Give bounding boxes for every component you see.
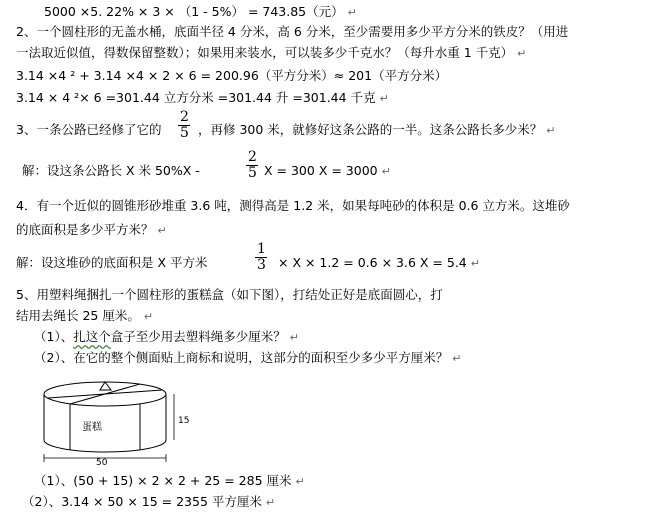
question-3-line-a: 3、一条公路已经修了它的 [16, 122, 162, 137]
cake-box-figure [40, 374, 210, 466]
fraction-two-fifths-2: 2 5 [248, 149, 257, 181]
question-5-line-2: 结用去绳长 25 厘米。 ↵ [16, 308, 154, 323]
question-4-line-1: 4．有一个近似的圆锥形砂堆重 3.6 吨，测得高是 1.2 米，如果每吨砂的体积是 0.6 立方米。这堆砂 [16, 198, 570, 213]
question-3-line-b: ，再修 300 米，就修好这条公路的一半。这条公路长多少米？ ↵ [198, 122, 556, 137]
answer-4-line-b: × X × 1.2 = 0.6 × 3.6 X = 5.4 ↵ [278, 255, 480, 270]
cylinder-bottom-edge [44, 440, 166, 452]
answer-line-1: 5000 ×5. 22% × 3 × （1 - 5%） = 743.85（元） ↵ [44, 4, 357, 19]
question-5-part-2: （2）、在它的整个侧面贴上商标和说明，这部分的面积至少多少平方厘米？ ↵ [34, 350, 462, 365]
answer-4-line-a: 解：设这堆砂的底面积是 X 平方米 [16, 255, 208, 270]
question-5-line-1: 5、用塑料绳捆扎一个圆柱形的蛋糕盒（如下图），打结处正好是底面圆心，打 [16, 287, 443, 302]
fraction-two-fifths-1: 2 5 [180, 109, 189, 141]
answer-5-part-2: （2）、3.14 × 50 × 15 = 2355 平方厘米 ↵ [22, 494, 276, 509]
question-4-line-2: 的底面积是多少平方米？ ↵ [16, 222, 167, 237]
answer-3-line-b: X = 300 X = 3000 ↵ [264, 163, 391, 178]
question-2-line-1: 2、一个圆柱形的无盖水桶，底面半径 4 分米，高 6 分米，至少需要用多少平方分米的铁皮？（用进 [16, 24, 569, 39]
cake-label: 蛋糕 [82, 422, 102, 433]
question-5-part-1: （1）、扎这个盒子至少用去塑料绳多少厘米？ ↵ [34, 329, 299, 344]
diameter-label: 50 [96, 458, 108, 466]
height-label: 15 [178, 416, 190, 426]
answer-2-line-1: 3.14 ×4 ² + 3.14 ×4 × 2 × 6 = 200.96（平方分米）≈ 201（平方分米） [16, 68, 448, 83]
answer-2-line-2: 3.14 × 4 ²× 6 =301.44 立方分米 =301.44 升 =301.44 千克 ↵ [16, 90, 389, 105]
question-2-line-2: 一法取近似值，得数保留整数）；如果用来装水，可以装多少千克水？（每升水重 1 千克） ↵ [16, 45, 527, 60]
answer-5-part-1: （1）、(50 + 15) × 2 × 2 + 25 = 285 厘米 ↵ [34, 473, 305, 488]
answer-3-line-a: 解：设这条公路长 X 米 50%X - [22, 163, 200, 178]
fraction-one-third: 1 3 [257, 241, 266, 273]
